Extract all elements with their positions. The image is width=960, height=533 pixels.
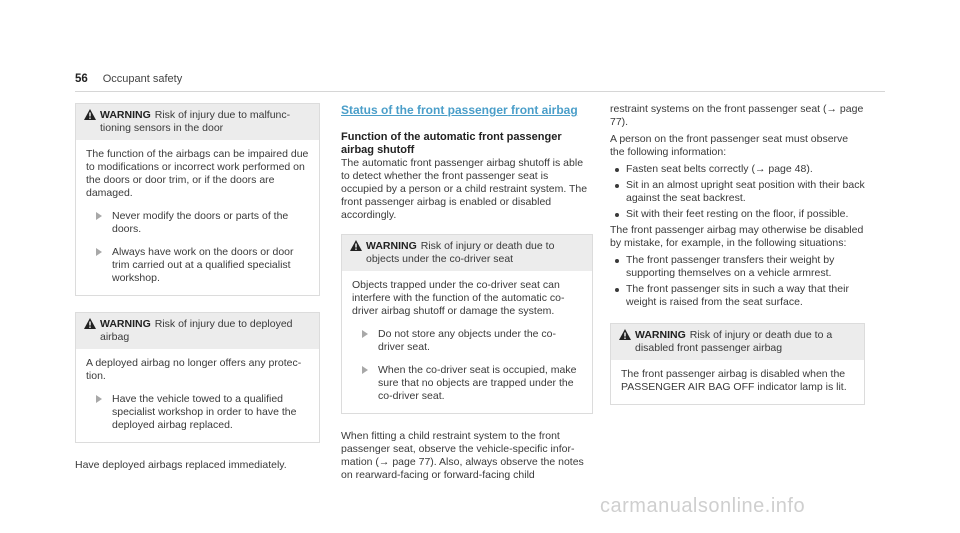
warning-triangle-icon xyxy=(84,109,96,120)
intro-text: The automatic front passenger airbag shutoff is able to detect whether the front passenger seat is occupied by a person or a child restraint system. The front passenger airbag is enabled or disabled accordingly. xyxy=(341,157,588,221)
warning-label: WARNING xyxy=(100,109,151,121)
body-text: When fitting a child restraint system to the front passenger seat, observe the vehicle-specific information (→ page 77). Also, always observe the notes on rearward-facing or forward-facing child xyxy=(341,430,584,481)
warning-text: Risk of injury or death due to a disabled front passenger airbag xyxy=(635,329,833,354)
list-item: The front passenger sits in such a way that their weight is raised from the seat surface. xyxy=(610,283,865,309)
action-step-text: Do not store any objects under the co-driver seat. xyxy=(378,328,557,353)
arrow-right-icon xyxy=(362,330,368,338)
warning-text: Risk of injury due to malfunctioning sensors in the door xyxy=(100,109,291,134)
arrow-right-icon xyxy=(96,248,102,256)
action-step xyxy=(352,364,582,403)
body-text: The front passenger airbag may otherwise be disabled by mistake, for example, in the following situations: xyxy=(610,224,864,249)
warning-header xyxy=(611,324,864,360)
warning-label: WARNING xyxy=(366,240,417,252)
list-item: The front passenger transfers their weight by supporting themselves on a vehicle armrest. xyxy=(610,254,865,280)
bullet-list xyxy=(610,254,865,309)
warning-label: WARNING xyxy=(635,329,686,341)
body-text: restraint systems on the front passenger seat (→ page 77). xyxy=(610,103,864,128)
action-step-text: Always have work on the doors or door trim carried out at a qualified specialist workshop. xyxy=(112,246,294,284)
header-divider xyxy=(75,91,885,92)
warning-box xyxy=(75,103,320,296)
arrow-right-icon xyxy=(96,395,102,403)
warning-body-text: Objects trapped under the co-driver seat can interfere with the function of the automatic co-driver airbag shutoff or damage the system. xyxy=(352,279,565,317)
warning-box xyxy=(341,234,593,414)
warning-body xyxy=(342,271,592,413)
warning-label: WARNING xyxy=(100,318,151,330)
action-step-text: Have the vehicle towed to a qualified specialist workshop in order to have the deployed airbag replaced. xyxy=(112,393,297,431)
warning-body xyxy=(611,360,864,404)
list-item: Sit in an almost upright seat position with their back against the seat backrest. xyxy=(610,179,865,205)
page-number: 56 xyxy=(75,73,88,85)
action-step-text: When the co-driver seat is occupied, make sure that no objects are trapped under the co-driver seat. xyxy=(378,364,577,402)
column-left xyxy=(75,103,320,484)
body-text: A person on the front passenger seat must observe the following information: xyxy=(610,133,849,158)
arrow-right-icon xyxy=(96,212,102,220)
warning-header xyxy=(76,313,319,349)
list-item: Sit with their feet resting on the floor, if possible. xyxy=(610,208,865,221)
arrow-right-icon xyxy=(362,366,368,374)
list-item: Fasten seat belts correctly (→ page 48). xyxy=(610,163,865,176)
warning-body-text: The function of the airbags can be impaired due to modifications or incorrect work performed on the doors or door trim, or if the doors are damaged. xyxy=(86,148,309,199)
action-step xyxy=(86,210,309,236)
page-header xyxy=(75,73,885,86)
warning-body-text: A deployed airbag no longer offers any protection. xyxy=(86,357,302,382)
column-right xyxy=(610,103,865,421)
warning-body xyxy=(76,140,319,295)
warning-body xyxy=(76,349,319,442)
sub-title: Function of the automatic front passenger airbag shutoff xyxy=(341,131,562,156)
column-middle xyxy=(341,103,593,494)
watermark: carmanualsonline.info xyxy=(600,495,806,517)
warning-body-text: The front passenger airbag is disabled when the PASSENGER AIR BAG OFF indicator lamp is lit. xyxy=(621,368,847,393)
warning-text: Risk of injury due to deployed airbag xyxy=(100,318,293,343)
warning-triangle-icon xyxy=(84,318,96,329)
warning-triangle-icon xyxy=(350,240,362,251)
warning-header xyxy=(342,235,592,271)
warning-box xyxy=(75,312,320,443)
action-step xyxy=(86,246,309,285)
section-title: Status of the front passenger front airbag xyxy=(341,103,578,117)
bullet-list xyxy=(610,163,865,221)
page-section-title: Occupant safety xyxy=(102,73,183,85)
closing-text: Have deployed airbags replaced immediately. xyxy=(75,459,287,471)
action-step xyxy=(86,393,309,432)
action-step-text: Never modify the doors or parts of the doors. xyxy=(112,210,289,235)
warning-header xyxy=(76,104,319,140)
action-step xyxy=(352,328,582,354)
warning-triangle-icon xyxy=(619,329,631,340)
warning-text: Risk of injury or death due to objects under the co-driver seat xyxy=(366,240,555,265)
warning-box xyxy=(610,323,865,405)
